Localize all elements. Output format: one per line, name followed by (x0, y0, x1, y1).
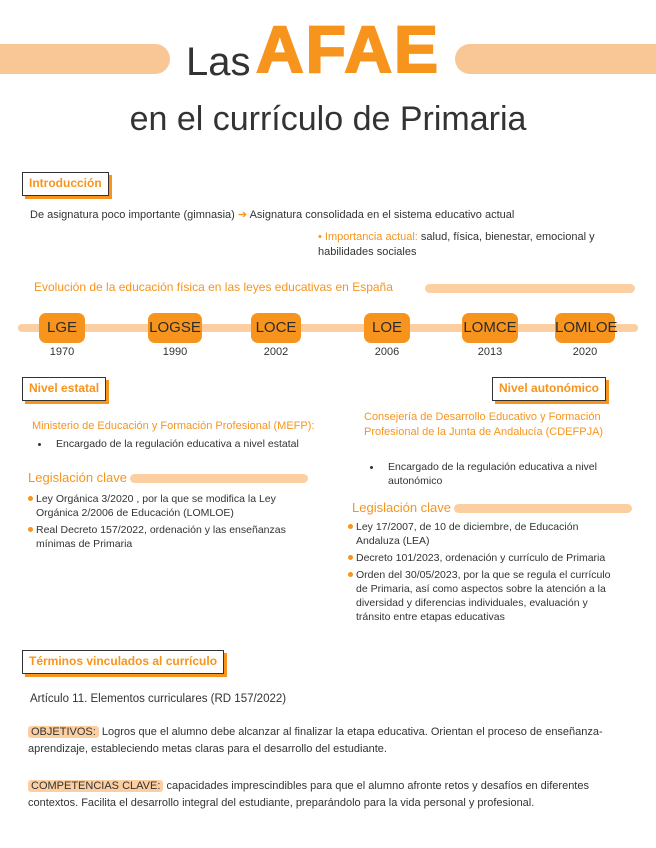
objetivos-block (28, 724, 628, 758)
autonomico-leg-bar (454, 504, 632, 513)
timeline-title: Evolución de la educación física en las leyes educativas en España (34, 280, 393, 294)
title-brand: AFAE (256, 12, 441, 86)
title-prefix: Las (186, 40, 251, 84)
timeline-node-lge: LGE (39, 313, 85, 343)
bullet-dot-icon: • (318, 231, 322, 243)
terms-article: Artículo 11. Elementos curriculares (RD 157/2022) (30, 693, 287, 705)
intro-from: De asignatura poco importante (gimnasia) (30, 209, 235, 221)
autonomico-leg-item: Decreto 101/2023, ordenación y currículo de Primaria (348, 551, 624, 565)
title-decor-bar-left (0, 44, 170, 74)
competencias-block (28, 778, 628, 812)
estatal-leg-item: Ley Orgánica 3/2020 , por la que se modifica la Ley Orgánica 2/2006 de Educación (LOMLOE) (28, 492, 298, 520)
estatal-leg-item: Real Decreto 157/2022, ordenación y las enseñanzas mínimas de Primaria (28, 523, 298, 551)
timeline-node-lomloe: LOMLOE (555, 313, 615, 343)
importance-label: Importancia actual: (324, 231, 418, 243)
autonomico-leg-item: Ley 17/2007, de 10 de diciembre, de Educación Andaluza (LEA) (348, 520, 624, 548)
estatal-leg-title: Legislación clave (28, 470, 128, 485)
autonomico-ministry: Consejería de Desarrollo Educativo y Formación Profesional de la Junta de Andalucía (CDEFPJA) (364, 411, 604, 438)
timeline-year-2002: 2002 (263, 346, 289, 358)
estatal-ministry: Ministerio de Educación y Formación Profesional (MEFP): (32, 420, 315, 432)
competencias-label: COMPETENCIAS CLAVE: (28, 780, 163, 792)
timeline-year-1970: 1970 (49, 346, 75, 358)
estatal-role-list (32, 437, 342, 454)
objetivos-text: Logros que el alumno debe alcanzar al finalizar la etapa educativa. Orientan el proceso de enseñanza-aprendizaje, estableciendo metas claras para el desarrollo del estudiante. (28, 726, 603, 755)
intro-label: Introducción (22, 172, 109, 196)
page-subtitle: en el currículo de Primaria (129, 100, 527, 138)
estatal-role: Encargado de la regulación educativa a nivel estatal (32, 437, 342, 451)
timeline-node-logse: LOGSE (148, 313, 202, 343)
arrow-right-icon: ➔ (237, 209, 248, 221)
importance-text: salud, física, bienestar, emocional y habilidades sociales (318, 231, 595, 258)
autonomico-label: Nivel autonómico (492, 377, 606, 401)
timeline-year-1990: 1990 (162, 346, 188, 358)
timeline-year-2013: 2013 (477, 346, 503, 358)
estatal-leg-bar (130, 474, 308, 483)
intro-importance (318, 230, 618, 260)
objetivos-label: OBJETIVOS: (28, 726, 99, 738)
timeline-line (18, 324, 638, 332)
intro-evolution (30, 208, 640, 223)
competencias-text: capacidades imprescindibles para que el alumno afronte retos y desafíos en diferentes contextos. Facilita el desarrollo integral del estudiante, preparándolo para la vida personal y profesional. (28, 780, 589, 809)
title-decor-bar-right (455, 44, 656, 74)
timeline-node-loe: LOE (364, 313, 410, 343)
autonomico-role: Encargado de la regulación educativa a nivel autonómico (364, 460, 628, 488)
autonomico-leg-list (348, 520, 624, 627)
timeline-year-2006: 2006 (374, 346, 400, 358)
autonomico-leg-title: Legislación clave (352, 500, 452, 515)
terms-label: Términos vinculados al currículo (22, 650, 224, 674)
autonomico-leg-item: Orden del 30/05/2023, por la que se regula el currículo de Primaria, así como aspectos sobre la atención a la diversidad y diferencias individuales, evaluación y tránsito entre etapas educativas (348, 568, 624, 624)
timeline-title-bar (425, 284, 635, 293)
intro-to: Asignatura consolidada en el sistema educativo actual (249, 209, 515, 221)
timeline-node-loce: LOCE (251, 313, 301, 343)
estatal-label: Nivel estatal (22, 377, 106, 401)
timeline-year-2020: 2020 (572, 346, 598, 358)
timeline-node-lomce: LOMCE (462, 313, 518, 343)
autonomico-role-list (364, 460, 628, 491)
estatal-leg-list (28, 492, 298, 554)
